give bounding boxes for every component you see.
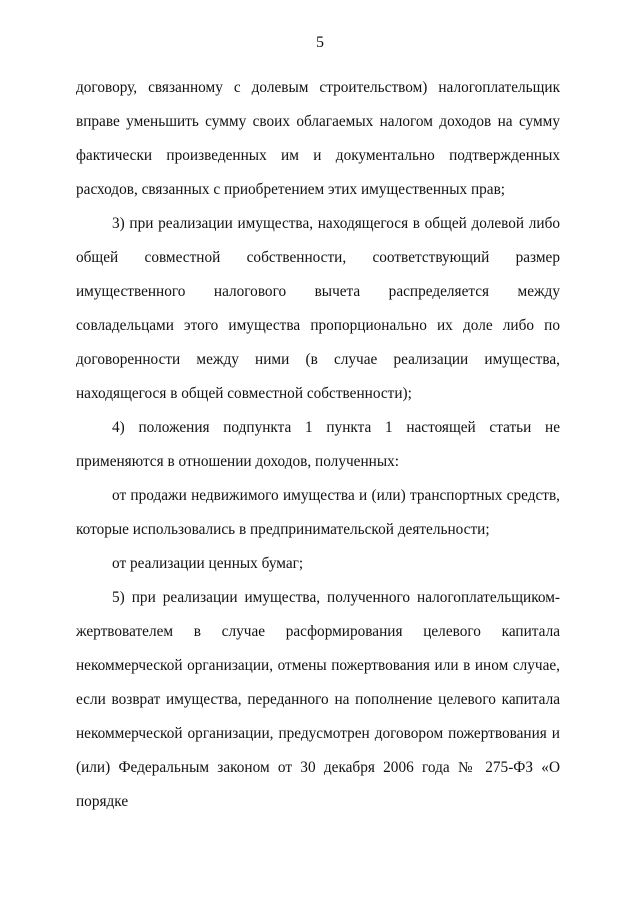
paragraph-continuation: договору, связанному с долевым строительством) налогоплательщик вправе уменьшить сумму своих облагаемых налогом доходов на сумму фактически произведенных им и документально подтвержденных расходов, связанных с приобретением этих имущественных прав; xyxy=(76,79,560,198)
page-number: 5 xyxy=(316,34,324,51)
document-body xyxy=(76,71,560,819)
paragraph-item-3: 3) при реализации имущества, находящегося в общей долевой либо общей совместной собственности, соответствующий размер имущественного налогового вычета распределяется между совладельцами этого имущества пропорционально их доле либо по договоренности между ними (в случае реализации имущества, находящегося в общей совместной собственности); xyxy=(76,215,560,402)
paragraph-item-5: 5) при реализации имущества, полученного налогоплательщиком-жертвователем в случае расформирования целевого капитала некоммерческой организации, отмены пожертвования или в ином случае, если возврат имущества, переданного на пополнение целевого капитала некоммерческой организации, предусмотрен договором пожертвования и (или) Федеральным законом от 30 декабря 2006 года № 275-ФЗ «О порядке xyxy=(76,589,560,810)
paragraph-item-4: 4) положения подпункта 1 пункта 1 настоящей статьи не применяются в отношении доходов, полученных: xyxy=(76,419,560,470)
paragraph-subitem-real-estate: от продажи недвижимого имущества и (или) транспортных средств, которые использовались в предпринимательской деятельности; xyxy=(76,487,560,538)
paragraph-subitem-securities: от реализации ценных бумаг; xyxy=(112,555,304,572)
